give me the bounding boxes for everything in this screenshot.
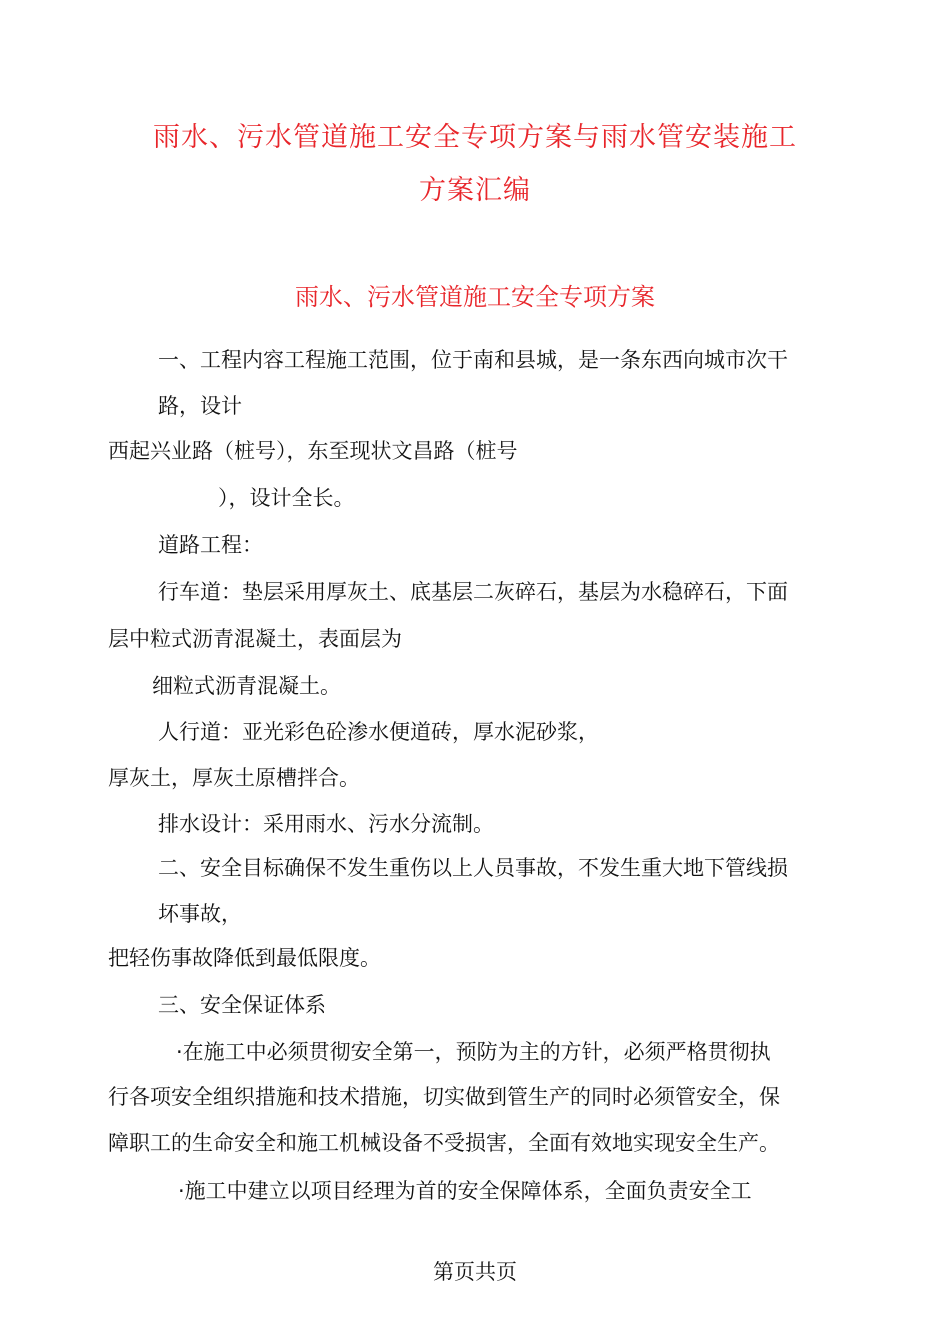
body-line: 道路工程： (158, 533, 263, 557)
body-line: 层中粒式沥青混凝土，表面层为 (108, 627, 402, 651)
section-title: 雨水、污水管道施工安全专项方案 (295, 283, 655, 311)
body-line: 细粒式沥青混凝土。 (152, 674, 341, 698)
page-footer: 第页共页 (433, 1260, 517, 1284)
body-line: 二、安全目标确保不发生重伤以上人员事故，不发生重大地下管线损 (158, 856, 788, 880)
body-line: 坏事故， (158, 902, 242, 926)
body-line: 三、安全保证体系 (158, 993, 326, 1017)
body-line: ·在施工中必须贯彻安全第一，预防为主的方针，必须严格贯彻执 (176, 1040, 771, 1064)
body-line: 行车道：垫层采用厚灰土、底基层二灰碎石，基层为水稳碎石，下面 (158, 580, 788, 604)
body-line: 排水设计：采用雨水、污水分流制。 (158, 812, 494, 836)
body-line: 人行道：亚光彩色砼渗水便道砖，厚水泥砂浆， (158, 720, 599, 744)
body-line: 西起兴业路（桩号），东至现状文昌路（桩号 (108, 439, 518, 463)
body-line: 把轻伤事故降低到最低限度。 (108, 946, 381, 970)
body-line: 障职工的生命安全和施工机械设备不受损害，全面有效地实现安全生产。 (108, 1131, 780, 1155)
body-line: 路，设计 (158, 394, 242, 418)
body-line: ），设计全长。 (218, 486, 355, 510)
document-title-line-2: 方案汇编 (419, 175, 531, 206)
body-line: 厚灰土，厚灰土原槽拌合。 (108, 766, 360, 790)
body-line: ·施工中建立以项目经理为首的安全保障体系，全面负责安全工 (178, 1179, 752, 1203)
body-line: 行各项安全组织措施和技术措施，切实做到管生产的同时必须管安全，保 (108, 1085, 780, 1109)
body-line: 一、工程内容工程施工范围，位于南和县城，是一条东西向城市次干 (158, 348, 788, 372)
document-title-line-1: 雨水、污水管道施工安全专项方案与雨水管安装施工 (153, 122, 797, 153)
